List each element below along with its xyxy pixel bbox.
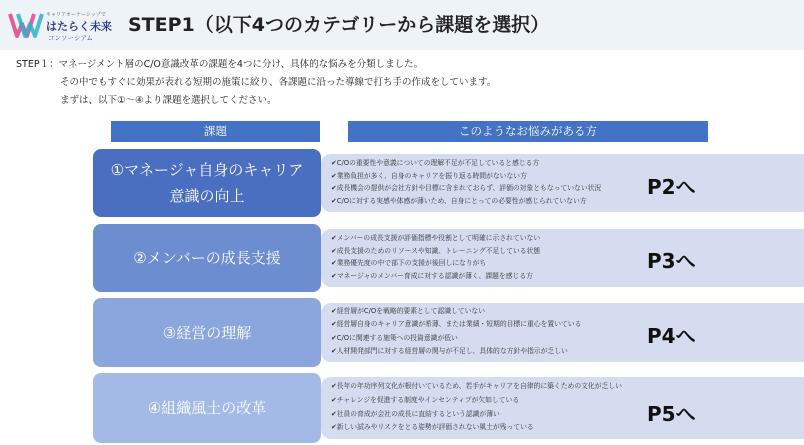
intro-line-3: まずは、以下①～④より課題を選択してください。 (60, 95, 277, 106)
intro-line-1: STEP１：マネージメント層のC/O意識改革の課題を4つに分け、具体的な悩みを分類しました。 (16, 59, 424, 70)
logo-tagline: キャリアオーナーシップで (46, 12, 106, 18)
logo-mark-icon (8, 10, 44, 40)
concern-item: ✔C/Oに関連する施策への投資意識が低い (331, 333, 458, 342)
category-label: ②メンバーの成長支援 (133, 249, 281, 267)
concern-item: ✔業務負担が多く、自身のキャリアを振り返る時間がないない方 (331, 171, 527, 180)
concern-item: ✔長年の年功序列文化が根付いているため、若手がキャリアを自律的に築くための文化が乏しい (331, 382, 622, 390)
category-label: ④組織風土の改革 (147, 399, 267, 417)
category-label: ③経営の理解 (162, 323, 252, 342)
page-link-p4[interactable]: P4へ (647, 324, 696, 348)
concern-item: ✔経営層がC/Oを戦略的要素として認識していない (331, 307, 486, 315)
concern-item: ✔C/Oの重要性や意義についての理解不足が不足していると感じる方 (331, 159, 540, 167)
page-link-p2[interactable]: P2へ (647, 175, 696, 199)
intro-text (16, 56, 496, 110)
concern-item: ✔人材開発部門に対する経営層の関与が不足し、具体的な方針や指示が乏しい (331, 347, 568, 356)
concern-item: ✔メンバーの成長支援が評価指標や役割として明確に示されていない (331, 234, 541, 242)
page-title: STEP1（以下4つのカテゴリーから課題を選択） (128, 14, 550, 36)
logo-name: はたらく未来 (46, 20, 112, 33)
intro-line-2: その中でもすぐに効果が表れる短期の施策に絞り、各課題に沿った導線で打ち手の作成をしています。 (60, 77, 497, 88)
concern-item: ✔チャレンジを促進する制度やインセンティブが欠如している (331, 395, 520, 404)
concern-item: ✔マネージャのメンバー育成に対する認識が薄く、課題を感じる方 (331, 271, 533, 280)
concern-list (331, 380, 622, 435)
column-header-concerns: このようなお悩みがある方 (348, 121, 708, 142)
concern-item: ✔C/Oに対する実感や体感が薄いため、自身にとっての必要性が感じられていない方 (331, 196, 587, 205)
category-button-management-understanding[interactable] (93, 298, 321, 367)
category-row-4 (93, 373, 733, 443)
page-link-p5[interactable]: P5へ (647, 402, 696, 426)
category-row-2 (93, 224, 733, 292)
concern-item: ✔成長支援のためのリソースや知識、トレーニング不足している状態 (331, 246, 541, 255)
category-button-member-growth[interactable] (93, 224, 321, 292)
concern-item: ✔成長機会の提供が会社方針や目標に含まれておらず、評価の対象ともなっていない状況 (331, 184, 602, 193)
category-label: ①マネージャ自身のキャリア意識の向上 (110, 161, 304, 205)
concern-list (331, 232, 540, 282)
category-button-culture-reform[interactable] (93, 373, 321, 443)
concern-item: ✔経営層自身のキャリア意識が希薄、または業績・短期的目標に重心を置いている (331, 320, 582, 329)
category-button-career-awareness[interactable] (93, 149, 321, 217)
consortium-logo (8, 8, 118, 44)
logo-subtitle: コンソーシアム (48, 34, 93, 42)
concern-item: ✔業務優先度の中で部下の支援が後回しになりがち (331, 259, 487, 268)
concern-item: ✔社員の育成が会社の成長に直結するという認識が薄い (331, 409, 500, 418)
concern-list (331, 157, 601, 207)
header-bar (0, 0, 804, 50)
column-header-issue: 課題 (111, 121, 320, 142)
category-row-3 (93, 298, 733, 367)
category-row-1 (93, 149, 733, 217)
concern-item: ✔新しい試みやリスクをとる姿勢が評価されない風土が残っている (331, 423, 534, 432)
concern-list (331, 305, 581, 359)
page-link-p3[interactable]: P3へ (647, 249, 696, 273)
